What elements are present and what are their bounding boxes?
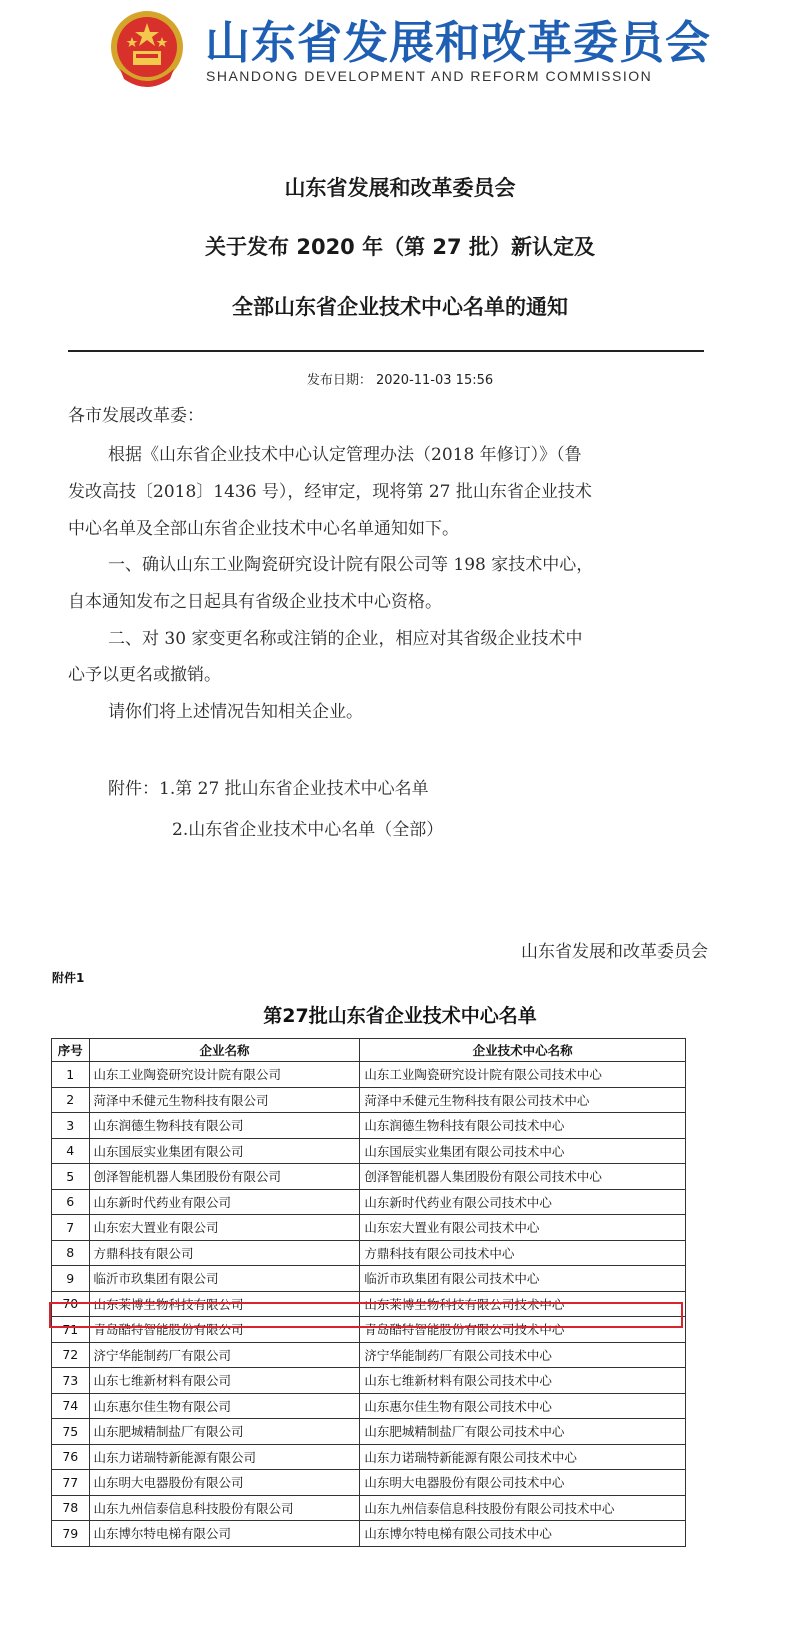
row-center: 山东明大电器股份有限公司技术中心 — [360, 1470, 686, 1496]
header-company: 企业名称 — [89, 1039, 360, 1062]
row-company: 山东新时代药业有限公司 — [89, 1189, 360, 1215]
row-center: 方鼎科技有限公司技术中心 — [360, 1240, 686, 1266]
row-company: 山东惠尔佳生物有限公司 — [89, 1393, 360, 1419]
row-center: 山东惠尔佳生物有限公司技术中心 — [360, 1393, 686, 1419]
row-center: 菏泽中禾健元生物科技有限公司技术中心 — [360, 1087, 686, 1113]
table-row — [52, 1113, 686, 1139]
row-company: 山东宏大置业有限公司 — [89, 1215, 360, 1241]
row-center: 山东新时代药业有限公司技术中心 — [360, 1189, 686, 1215]
row-company: 山东力诺瑞特新能源有限公司 — [89, 1444, 360, 1470]
row-seq: 75 — [52, 1419, 90, 1445]
row-seq: 74 — [52, 1393, 90, 1419]
row-company: 山东润德生物科技有限公司 — [89, 1113, 360, 1139]
row-center: 济宁华能制药厂有限公司技术中心 — [360, 1342, 686, 1368]
row-company: 青岛酷特智能股份有限公司 — [89, 1317, 360, 1343]
row-seq: 71 — [52, 1317, 90, 1343]
row-center: 山东国辰实业集团有限公司技术中心 — [360, 1138, 686, 1164]
row-company: 创泽智能机器人集团股份有限公司 — [89, 1164, 360, 1190]
signer: 山东省发展和改革委员会 — [521, 942, 708, 962]
org-name-en: SHANDONG DEVELOPMENT AND REFORM COMMISSION — [206, 68, 653, 84]
body-line: 中心名单及全部山东省企业技术中心名单通知如下。 — [68, 519, 459, 539]
row-company: 山东工业陶瓷研究设计院有限公司 — [89, 1062, 360, 1088]
row-center: 创泽智能机器人集团股份有限公司技术中心 — [360, 1164, 686, 1190]
table-row — [52, 1266, 686, 1292]
table-row — [52, 1189, 686, 1215]
row-center: 临沂市玖集团有限公司技术中心 — [360, 1266, 686, 1292]
body-line: 各市发展改革委： — [68, 406, 204, 426]
table-header-row — [52, 1039, 686, 1062]
org-name-cn: 山东省发展和改革委员会 — [205, 16, 712, 69]
row-seq: 76 — [52, 1444, 90, 1470]
row-center: 山东九州信泰信息科技股份有限公司技术中心 — [360, 1495, 686, 1521]
row-seq: 8 — [52, 1240, 90, 1266]
table-row — [52, 1419, 686, 1445]
row-center: 山东宏大置业有限公司技术中心 — [360, 1215, 686, 1241]
notice-title-line2: 关于发布 2020 年（第 27 批）新认定及 — [205, 235, 595, 259]
row-company: 山东国辰实业集团有限公司 — [89, 1138, 360, 1164]
row-seq: 7 — [52, 1215, 90, 1241]
row-seq: 73 — [52, 1368, 90, 1394]
table-row — [52, 1164, 686, 1190]
row-center: 山东莱博生物科技有限公司技术中心 — [360, 1291, 686, 1317]
table-row — [52, 1062, 686, 1088]
row-company: 济宁华能制药厂有限公司 — [89, 1342, 360, 1368]
tech-center-table — [51, 1038, 686, 1547]
row-center: 山东博尔特电梯有限公司技术中心 — [360, 1521, 686, 1547]
table-row — [52, 1240, 686, 1266]
row-seq: 79 — [52, 1521, 90, 1547]
row-company: 方鼎科技有限公司 — [89, 1240, 360, 1266]
title-divider — [68, 350, 704, 352]
row-company: 山东肥城精制盐厂有限公司 — [89, 1419, 360, 1445]
table-row — [52, 1138, 686, 1164]
table-row — [52, 1317, 686, 1343]
row-seq: 1 — [52, 1062, 90, 1088]
row-company: 山东九州信泰信息科技股份有限公司 — [89, 1495, 360, 1521]
row-company: 山东七维新材料有限公司 — [89, 1368, 360, 1394]
row-center: 山东工业陶瓷研究设计院有限公司技术中心 — [360, 1062, 686, 1088]
attachment-line: 2.山东省企业技术中心名单（全部） — [172, 820, 444, 840]
body-line: 根据《山东省企业技术中心认定管理办法（2018 年修订）》（鲁 — [108, 445, 582, 465]
table-row — [52, 1444, 686, 1470]
publish-date: 发布日期： 2020-11-03 15:56 — [306, 373, 494, 388]
row-seq: 5 — [52, 1164, 90, 1190]
notice-title-line3: 全部山东省企业技术中心名单的通知 — [232, 295, 568, 319]
attachment-line: 附件：1.第 27 批山东省企业技术中心名单 — [108, 779, 429, 799]
row-seq: 70 — [52, 1291, 90, 1317]
body-line: 心予以更名或撤销。 — [68, 665, 221, 685]
table-row — [52, 1215, 686, 1241]
table-row — [52, 1495, 686, 1521]
row-center: 青岛酷特智能股份有限公司技术中心 — [360, 1317, 686, 1343]
table-body — [52, 1062, 686, 1547]
row-center: 山东肥城精制盐厂有限公司技术中心 — [360, 1419, 686, 1445]
table-row — [52, 1368, 686, 1394]
header-seq: 序号 — [52, 1039, 90, 1062]
body-line: 请你们将上述情况告知相关企业。 — [108, 702, 363, 722]
table-row — [52, 1393, 686, 1419]
national-emblem-icon — [106, 7, 188, 93]
row-seq: 6 — [52, 1189, 90, 1215]
body-line: 一、确认山东工业陶瓷研究设计院有限公司等 198 家技术中心， — [108, 555, 594, 575]
body-line: 发改高技〔2018〕1436 号），经审定，现将第 27 批山东省企业技术 — [68, 482, 592, 502]
notice-title-line1: 山东省发展和改革委员会 — [284, 176, 516, 200]
row-company: 山东莱博生物科技有限公司 — [89, 1291, 360, 1317]
table-row — [52, 1470, 686, 1496]
row-company: 山东明大电器股份有限公司 — [89, 1470, 360, 1496]
table-row — [52, 1521, 686, 1547]
table-row — [52, 1087, 686, 1113]
table-title: 第27批山东省企业技术中心名单 — [263, 1005, 537, 1027]
row-seq: 77 — [52, 1470, 90, 1496]
row-seq: 4 — [52, 1138, 90, 1164]
row-company: 临沂市玖集团有限公司 — [89, 1266, 360, 1292]
row-seq: 2 — [52, 1087, 90, 1113]
row-seq: 78 — [52, 1495, 90, 1521]
row-seq: 3 — [52, 1113, 90, 1139]
body-line: 自本通知发布之日起具有省级企业技术中心资格。 — [68, 592, 442, 612]
row-center: 山东润德生物科技有限公司技术中心 — [360, 1113, 686, 1139]
row-company: 菏泽中禾健元生物科技有限公司 — [89, 1087, 360, 1113]
row-company: 山东博尔特电梯有限公司 — [89, 1521, 360, 1547]
body-line: 二、对 30 家变更名称或注销的企业，相应对其省级企业技术中 — [108, 629, 583, 649]
table-row — [52, 1291, 686, 1317]
table-row — [52, 1342, 686, 1368]
row-seq: 9 — [52, 1266, 90, 1292]
attachment-label: 附件1 — [52, 971, 85, 985]
row-center: 山东力诺瑞特新能源有限公司技术中心 — [360, 1444, 686, 1470]
header-center: 企业技术中心名称 — [360, 1039, 686, 1062]
row-center: 山东七维新材料有限公司技术中心 — [360, 1368, 686, 1394]
row-seq: 72 — [52, 1342, 90, 1368]
